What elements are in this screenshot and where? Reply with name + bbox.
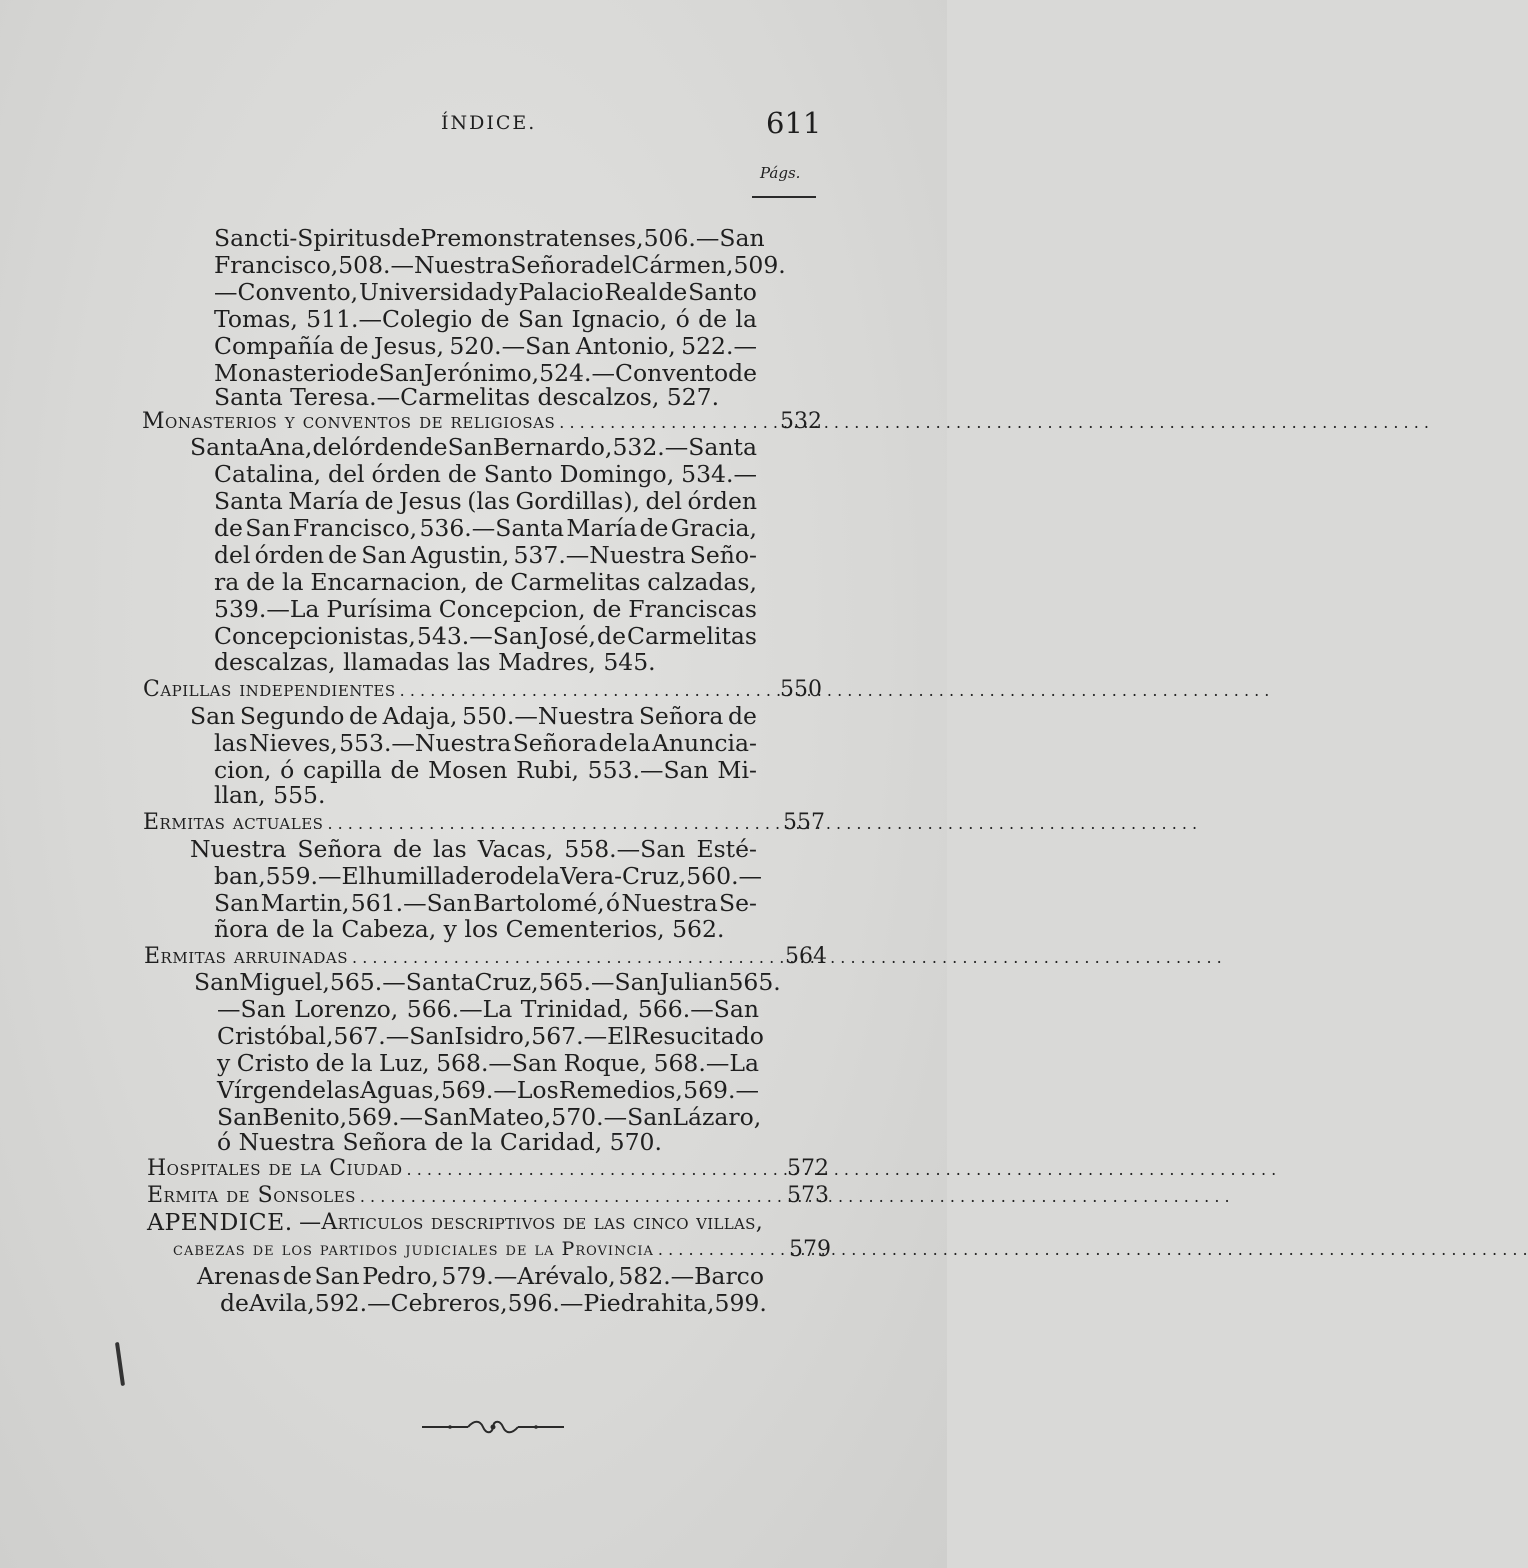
apendice-heading-line xyxy=(147,1209,763,1236)
entry-line: del órden de San Agustin, 537.—Nuestra Seño- xyxy=(214,541,757,569)
entry-line: Concepcionistas, 543.—San José, de Carmelitas xyxy=(214,622,757,650)
section-page-number: 532 xyxy=(780,409,822,434)
entry-line: Santa María de Jesus (las Gordillas), del órden xyxy=(214,487,757,515)
entry-line: Santa Teresa.—Carmelitas descalzos, 527. xyxy=(214,383,720,411)
entry-line: Monasterio de San Jerónimo, 524.—Convento de xyxy=(214,359,758,387)
entry-line: Cristóbal, 567.—San Isidro, 567.—El Resucitado xyxy=(217,1022,764,1050)
entry-line: llan, 555. xyxy=(214,781,326,809)
entry-line: San Benito, 569.—San Mateo, 570.—San Lázaro, xyxy=(217,1103,762,1131)
entry-line: Sancti-Spiritus de Premonstratenses, 506.—San xyxy=(214,224,765,252)
section-heading: Ermita de Sonsoles xyxy=(147,1183,356,1208)
section-page-number: 564 xyxy=(785,944,827,969)
leader-dots xyxy=(400,677,1270,704)
section-page-number: 579 xyxy=(789,1237,831,1262)
entry-line: ñora de la Cabeza, y los Cementerios, 562. xyxy=(214,915,725,943)
leader-dots xyxy=(327,810,1197,837)
apendice-heading-rest: —Articulos descriptivos de las cinco villas, xyxy=(299,1210,763,1235)
entry-line: ra de la Encarnacion, de Carmelitas calzadas, xyxy=(214,568,757,596)
entry-line: Compañía de Jesus, 520.—San Antonio, 522.— xyxy=(214,332,757,360)
entry-line: y Cristo de la Luz, 568.—San Roque, 568.—La xyxy=(217,1049,759,1077)
entry-line: —San Lorenzo, 566.—La Trinidad, 566.—San xyxy=(217,995,759,1023)
ink-mark xyxy=(115,1342,125,1386)
entry-line: cion, ó capilla de Mosen Rubi, 553.—San Mi- xyxy=(214,756,757,784)
pages-column-rule xyxy=(752,196,816,198)
section-heading: Hospitales de la Ciudad xyxy=(147,1156,403,1181)
entry-line: Francisco, 508.—Nuestra Señora del Cármen, 509. xyxy=(214,251,786,279)
running-header-page-number: 611 xyxy=(766,106,822,140)
entry-line: San Martin, 561.—San Bartolomé, ó Nuestra Se- xyxy=(214,889,757,917)
leader-dots xyxy=(407,1156,1277,1183)
section-page-number: 572 xyxy=(787,1156,829,1181)
entry-line: Santa Ana, del órden de San Bernardo, 532.—Santa xyxy=(190,433,757,461)
section-heading: Capillas independientes xyxy=(143,677,396,702)
section-heading-row xyxy=(147,1182,777,1209)
pages-column-label: Págs. xyxy=(760,164,801,182)
leader-dots xyxy=(559,409,1429,436)
apendice-label: APENDICE. xyxy=(147,1208,293,1236)
section-heading-row xyxy=(143,809,773,836)
section-heading-row xyxy=(142,408,772,435)
entry-line: ó Nuestra Señora de la Caridad, 570. xyxy=(217,1128,662,1156)
entry-line: de San Francisco, 536.—Santa María de Gracia, xyxy=(214,514,757,542)
section-heading-row xyxy=(143,676,773,703)
section-page-number: 550 xyxy=(780,677,822,702)
entry-line: Vírgen de las Aguas, 569.—Los Remedios, 569.— xyxy=(217,1076,759,1104)
entry-line: —Convento, Universidad y Palacio Real de Santo xyxy=(214,278,757,306)
section-heading: Monasterios y conventos de religiosas xyxy=(142,409,556,434)
section-page-number: 573 xyxy=(787,1183,829,1208)
entry-line: las Nieves, 553.—Nuestra Señora de la Anuncia- xyxy=(214,729,757,757)
section-page-number: 557 xyxy=(783,810,825,835)
apendice-heading-row xyxy=(173,1236,773,1263)
entry-line: Catalina, del órden de Santo Domingo, 534.— xyxy=(214,460,757,488)
entry-line: San Segundo de Adaja, 550.—Nuestra Señora de xyxy=(190,702,757,730)
entry-line: de Avila, 592.—Cebreros, 596.—Piedrahita, 599. xyxy=(220,1289,767,1317)
entry-line: San Miguel, 565.—Santa Cruz, 565.—San Julian 565. xyxy=(194,968,781,996)
section-heading: Ermitas actuales xyxy=(143,810,324,835)
entry-line: Tomas, 511.—Colegio de San Ignacio, ó de la xyxy=(214,305,757,333)
entry-line: ban, 559.—El humilladero de la Vera-Cruz, 560.— xyxy=(214,862,763,890)
section-heading-row xyxy=(144,943,774,970)
running-header-title: ÍNDICE. xyxy=(441,112,537,134)
section-heading-row xyxy=(147,1155,777,1182)
apendice-subheading: cabezas de los partidos judiciales de la Provincia xyxy=(173,1238,654,1260)
section-heading: Ermitas arruinadas xyxy=(144,944,349,969)
entry-line: Arenas de San Pedro, 579.—Arévalo, 582.—Barco xyxy=(197,1262,764,1290)
decorative-fleuron-icon xyxy=(420,1414,566,1440)
entry-line: 539.—La Purísima Concepcion, de Franciscas xyxy=(214,595,757,623)
entry-line: Nuestra Señora de las Vacas, 558.—San Esté- xyxy=(190,835,757,863)
entry-line: descalzas, llamadas las Madres, 545. xyxy=(214,648,656,676)
